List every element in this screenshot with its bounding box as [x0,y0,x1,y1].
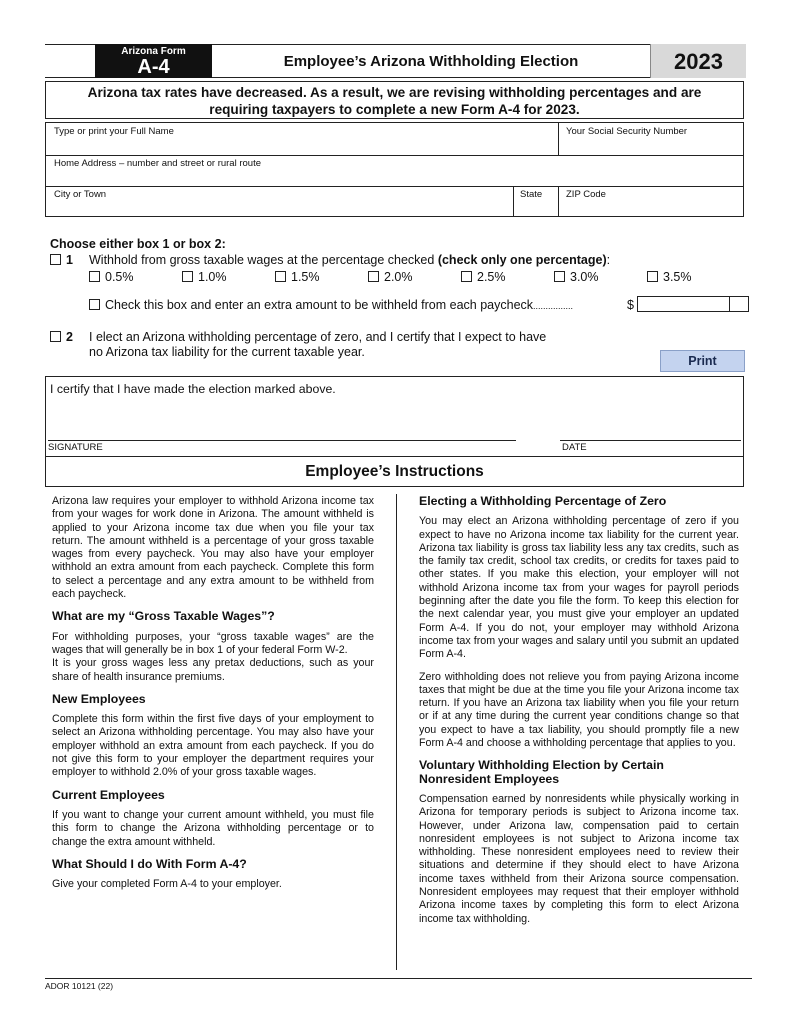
personal-info-fields [45,122,744,217]
box1-text: Withhold from gross taxable wages at the percentage checked [89,253,438,267]
instructions-heading: Employee’s Instructions [45,457,744,487]
what-to-do-heading: What Should I do With Form A-4? [52,856,247,871]
box1-description [89,253,610,267]
pct-checkbox[interactable] [554,271,565,282]
box2-checkbox[interactable] [50,331,61,342]
pct-label: 2.0% [384,270,413,284]
gross-wages-heading: What are my “Gross Taxable Wages”? [52,609,275,624]
form-title: Employee’s Arizona Withholding Election [283,53,579,70]
current-employees-paragraph: If you want to change your current amount withheld, you must file this form to change the Arizona withholding percentage or to change the extra amount withheld. [52,808,374,848]
pct-checkbox[interactable] [89,271,100,282]
date-label: DATE [562,442,587,453]
notice-line-1: Arizona tax rates have decreased. As a result, we are revising withholding percentages and are [87,85,702,100]
box1-row [50,253,73,267]
zip-field[interactable]: ZIP Code [566,189,606,200]
print-button[interactable]: Print [660,350,745,372]
leader-dots: ................ [533,301,574,311]
pct-label: 3.5% [663,270,692,284]
column-divider [396,494,397,970]
extra-amount-input[interactable] [637,296,749,312]
form-label-big: A-4 [137,56,170,78]
new-employees-paragraph: Complete this form within the first five days of your employment to select an Arizona withholding percentage. You may also have your employer withhold an extra amount from each paycheck. If you do not give this form to your employer the department requires your employer to withhold 2.0% of your gross taxable wages. [52,713,374,779]
extra-amount-checkbox[interactable] [89,299,100,310]
what-to-do-paragraph: Give your completed Form A-4 to your employer. [52,878,282,891]
city-divider [513,186,514,216]
pct-checkbox[interactable] [182,271,193,282]
certification-box [45,376,744,457]
pct-option-2[interactable] [275,270,320,284]
ssn-field[interactable]: Your Social Security Number [566,126,688,137]
pct-checkbox[interactable] [461,271,472,282]
dollar-sign: $ [627,298,634,312]
extra-amount-row [89,298,573,312]
voluntary-withholding-paragraph: Compensation earned by nonresidents while physically working in Arizona for temporary periods is subject to Arizona income tax. However, under Arizona law, compensation paid to certain nonresident employees is not subject to Arizona income tax withholding. These nonresident employees need to review their situations and determine if they should elect to have Arizona income taxes withheld from their Arizona source compensation. Nonresident employees may request that their employer withhold Arizona income taxes by completing this form to elect Arizona income tax withholding. [419,792,739,925]
box2-row [50,330,73,344]
address-row [46,155,743,187]
footer-rule [45,978,752,979]
extra-amount-text: Check this box and enter an extra amount to be withheld from each paycheck [105,298,534,312]
new-employees-heading: New Employees [52,691,146,706]
pct-option-0[interactable] [89,270,134,284]
form-number-badge [95,44,212,78]
box1-number: 1 [66,253,73,267]
instructions-right-column [419,495,739,935]
address-field[interactable]: Home Address – number and street or rural route [54,158,261,169]
voluntary-withholding-heading: Voluntary Withholding Election by Certain Nonresident Employees [419,758,664,786]
intro-paragraph: Arizona law requires your employer to withhold Arizona income tax from your wages for work done in Arizona. The amount withheld is applied to your Arizona income tax due when you file your tax return. The amount withheld is a percentage of your gross taxable wages from every paycheck. You may also have your employer withhold an extra amount from each paycheck. Complete this form to select a percentage and any extra amount to be withheld from each paycheck. [52,495,374,601]
box2-number: 2 [66,330,73,344]
gross-wages-paragraph-2: It is your gross wages less any pretax deductions, such as your share of health insurance premiums. [52,657,374,683]
pct-option-5[interactable] [554,270,599,284]
signature-label: SIGNATURE [48,442,103,453]
name-divider [558,123,559,155]
date-line[interactable] [560,440,741,441]
zero-withholding-paragraph-2: Zero withholding does not relieve you from paying Arizona income taxes that might be due at the time you file your Arizona income tax return. If you have an Arizona tax liability when you file your return or if at any time during the current year conditions change so that you expect to have a tax liability, you should promptly file a new Form A-4 and choose a withholding percentage that applies to you. [419,670,739,750]
form-id-footer: ADOR 10121 (22) [45,981,114,991]
city-row [46,186,743,216]
state-field[interactable]: State [520,189,543,200]
zero-withholding-heading: Electing a Withholding Percentage of Zero [419,494,667,508]
choose-instruction: Choose either box 1 or box 2: [50,237,226,251]
signature-line[interactable] [48,440,516,441]
pct-label: 3.0% [570,270,599,284]
full-name-field[interactable]: Type or print your Full Name [54,126,174,137]
gross-wages-paragraph-1: For withholding purposes, your “gross taxable wages” are the wages that will generally be in box 1 of your federal Form W-2. [52,630,374,656]
notice-line-2: requiring taxpayers to complete a new Form A-4 for 2023. [209,102,580,117]
pct-option-3[interactable] [368,270,413,284]
rate-change-notice [45,81,744,119]
pct-checkbox[interactable] [275,271,286,282]
pct-label: 1.5% [291,270,320,284]
current-employees-heading: Current Employees [52,787,165,802]
box2-line-1: I elect an Arizona withholding percentage of zero, and I certify that I expect to have [89,330,547,344]
pct-checkbox[interactable] [647,271,658,282]
instructions-left-column [52,495,374,900]
tax-year: 2023 [650,44,746,78]
certify-text: I certify that I have made the election marked above. [50,382,336,396]
cents-divider [729,297,730,311]
pct-option-6[interactable] [647,270,692,284]
box2-description [89,330,546,360]
pct-option-1[interactable] [182,270,227,284]
pct-label: 1.0% [198,270,227,284]
state-divider [558,186,559,216]
box1-checkbox[interactable] [50,254,61,265]
pct-label: 2.5% [477,270,506,284]
city-field[interactable]: City or Town [54,189,107,200]
box2-line-2: no Arizona tax liability for the current taxable year. [89,345,365,359]
form-label-small: Arizona Form [121,46,186,57]
name-row [46,123,743,156]
pct-label: 0.5% [105,270,134,284]
pct-checkbox[interactable] [368,271,379,282]
box1-bold-text: (check only one percentage) [437,253,607,267]
box1-colon: : [606,253,611,267]
zero-withholding-paragraph-1: You may elect an Arizona withholding percentage of zero if you expect to have no Arizona income tax liability for the current year. Arizona tax liability is gross tax liability less any tax credits, such as the family tax credit, school tax credits, or credits for taxes paid to other states. If you make this election, your employer will not withhold Arizona income tax from your wages for payroll periods beginning after the date you file the form. To keep this election for the next calendar year, you must give your employer an updated Form A-4. If you do not, your employer may withhold Arizona income tax from your wages and salary until you submit an updated Form A-4. [419,515,739,661]
pct-option-4[interactable] [461,270,506,284]
